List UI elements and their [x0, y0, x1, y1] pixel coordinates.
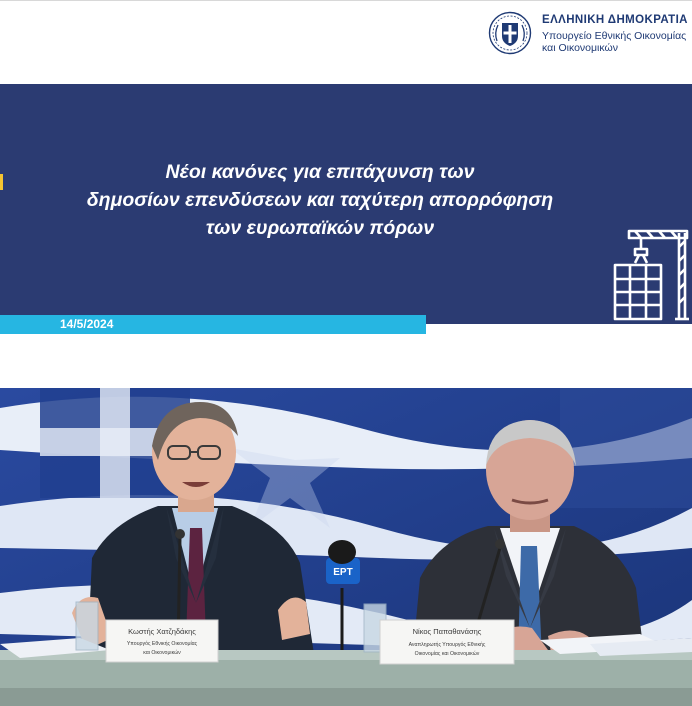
- greek-coat-of-arms-icon: [488, 11, 532, 55]
- placard-left-title-line1: Υπουργός Εθνικής Οικονομίας: [126, 641, 198, 647]
- ministry-name-line2: και Οικονομικών: [542, 42, 618, 54]
- placard-right-title-line2: Οικονομίας και Οικονομικών: [414, 651, 480, 657]
- headline-line1: Νέοι κανόνες για επιτάχυνση των: [165, 161, 475, 183]
- ministry-logo: [488, 10, 688, 56]
- placard-right-name: Νίκος Παπαθανάσης: [412, 627, 482, 636]
- placard-left-name: Κωστής Χατζηδάκης: [128, 627, 196, 636]
- placard-left-title-line2: και Οικονομικών: [143, 650, 181, 656]
- ministry-country: ΕΛΛΗΝΙΚΗ ΔΗΜΟΚΡΑΤΙΑ: [542, 14, 688, 26]
- name-placard-left: [106, 620, 218, 662]
- headline-line2: δημοσίων επενδύσεων και ταχύτερη απορρόφηση: [86, 189, 554, 211]
- press-conference-photo: [0, 388, 692, 706]
- headline-line3: των ευρωπαϊκών πόρων: [205, 217, 435, 239]
- banner-accent-mark: [0, 174, 3, 190]
- publication-date: 14/5/2024: [60, 317, 114, 331]
- placard-right-title-line1: Αναπληρωτής Υπουργός Εθνικής: [408, 642, 486, 648]
- construction-crane-icon: [605, 227, 689, 323]
- headline: [40, 158, 600, 242]
- top-divider: [0, 0, 692, 1]
- ert-logo-text: ΕΡΤ: [333, 567, 353, 578]
- ministry-name-line1: Υπουργείο Εθνικής Οικονομίας: [542, 30, 687, 42]
- name-placard-right: [380, 620, 514, 664]
